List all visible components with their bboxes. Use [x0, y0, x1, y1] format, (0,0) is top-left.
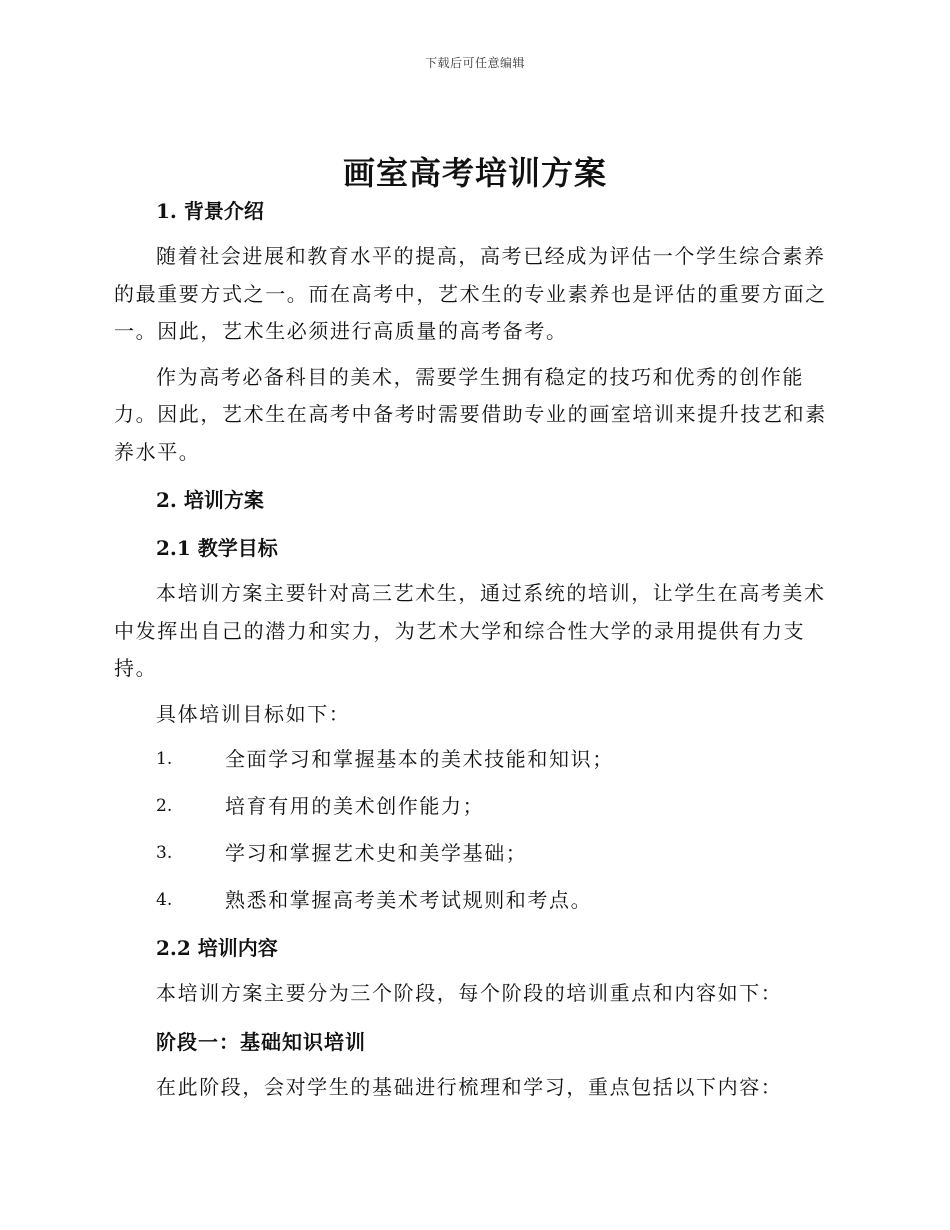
- paragraph-background-2: 作为高考必备科目的美术，需要学生拥有稳定的技巧和优秀的创作能力。因此，艺术生在高考中备考时需要借助专业的画室培训来提升技艺和素养水平。: [114, 364, 827, 464]
- goals-list: [114, 741, 832, 920]
- list-item: [114, 741, 832, 779]
- stage-heading-basics: 阶段一：基础知识培训: [156, 1029, 366, 1054]
- paragraph-teaching-goals: 本培训方案主要针对高三艺术生，通过系统的培训，让学生在高考美术中发挥出自己的潜力和实力，为艺术大学和综合性大学的录用提供有力支持。: [114, 581, 826, 680]
- list-number: 1.: [156, 749, 173, 769]
- list-item: [114, 835, 832, 873]
- section-heading-training-plan: 2. 培训方案: [156, 488, 264, 512]
- paragraph-background-1: 随着社会进展和教育水平的提高，高考已经成为评估一个学生综合素养的最重要方式之一。而在高考中，艺术生的专业素养也是评估的重要方面之一。因此，艺术生必须进行高质量的高考备考。: [114, 244, 827, 343]
- subsection-heading-training-content: 2.2 培训内容: [156, 936, 278, 960]
- list-text: 培育有用的美术创作能力；: [225, 794, 485, 818]
- list-text: 学习和掌握艺术史和美学基础；: [225, 841, 528, 865]
- document-body: [114, 192, 832, 1106]
- subsection-heading-teaching-goals: 2.1 教学目标: [156, 536, 278, 560]
- list-number: 3.: [156, 843, 173, 863]
- list-item: [114, 788, 832, 826]
- list-item: [114, 882, 832, 920]
- list-number: 4.: [156, 890, 173, 910]
- goals-intro: 具体培训目标如下：: [156, 701, 351, 726]
- list-text: 熟悉和掌握高考美术考试规则和考点。: [225, 888, 593, 912]
- paragraph-training-content: 本培训方案主要分为三个阶段，每个阶段的培训重点和内容如下：: [156, 981, 783, 1005]
- document-title: 画室高考培训方案: [342, 154, 607, 192]
- list-text: 全面学习和掌握基本的美术技能和知识；: [225, 747, 614, 771]
- header-note: 下载后可任意编辑: [424, 56, 525, 70]
- section-heading-background: 1. 背景介绍: [156, 199, 264, 223]
- paragraph-stage-basics: 在此阶段，会对学生的基础进行梳理和学习，重点包括以下内容：: [156, 1074, 783, 1099]
- list-number: 2.: [156, 796, 173, 816]
